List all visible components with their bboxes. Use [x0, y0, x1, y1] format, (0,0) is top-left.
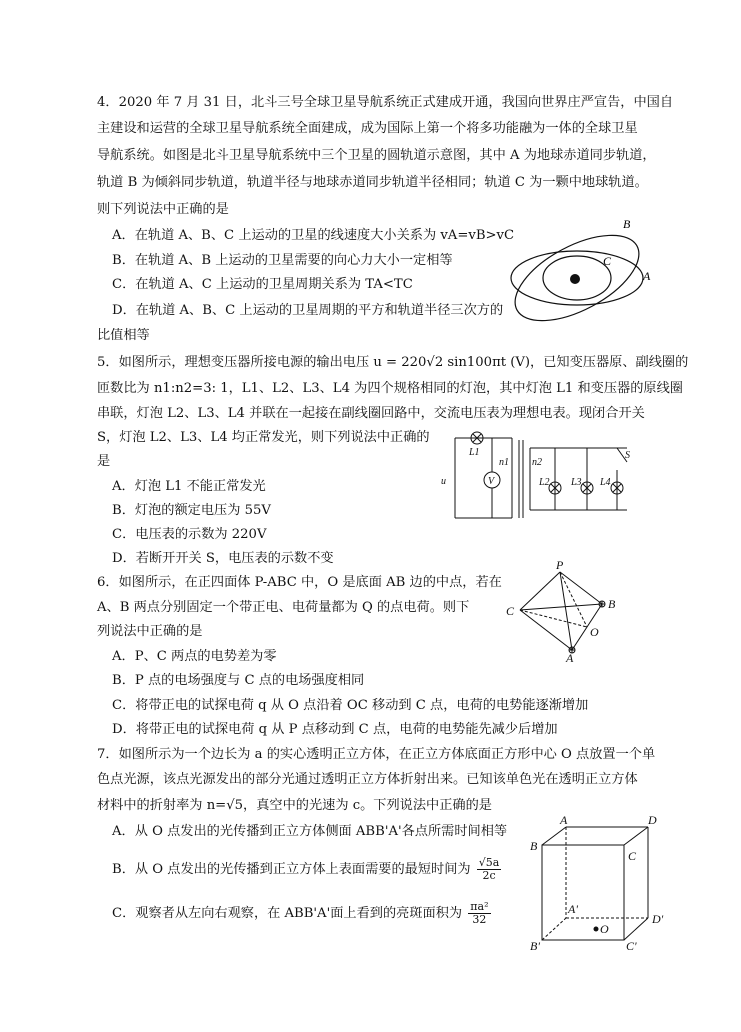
q7-line-3: 材料中的折射率为 n=√5，真空中的光速为 c。下列说法中正确的是 [97, 798, 492, 813]
q6-option-a: A．P、C 两点的电势差为零 [112, 649, 277, 664]
q4-option-c: C．在轨道 A、C 上运动的卫星周期关系为 TA<TC [112, 277, 413, 292]
q5-option-d: D．若断开开关 S，电压表的示数不变 [112, 551, 334, 566]
label-p: P [556, 558, 564, 572]
label-u: u [441, 476, 446, 487]
label-d-prime: D' [652, 912, 664, 926]
label-o: O [590, 625, 599, 639]
q6-option-c: C．将带正电的试探电荷 q 从 O 点沿着 OC 移动到 C 点，电荷的电势能逐渐增加 [112, 698, 589, 713]
q4-line-5: 则下列说法中正确的是 [97, 202, 229, 217]
label-c: C [603, 254, 612, 268]
q7-option-b-text: B．从 O 点发出的光传播到正立方体上表面需要的最短时间为 [112, 862, 471, 877]
orbit-diagram [505, 210, 665, 335]
label-b-prime: B' [530, 939, 540, 953]
q6-line-1: 6．如图所示，在正四面体 P-ABC 中，O 是底面 AB 边的中点，若在 [97, 575, 502, 590]
q5-line-2: 匝数比为 n1:n2=3: 1，L1、L2、L3、L4 为四个规格相同的灯泡，其中灯泡 L1 和变压器的原线圈 [97, 381, 683, 396]
q5-line-1: 5．如图所示，理想变压器所接电源的输出电压 u = 220√2 sin100πt (V)，已知变压器原、副线圈的 [97, 355, 689, 370]
label-v: V [488, 476, 495, 487]
q5-option-a: A．灯泡 L1 不能正常发光 [112, 479, 266, 494]
label-a: A [560, 815, 568, 827]
q6-option-b: B．P 点的电场强度与 C 点的电场强度相同 [112, 673, 365, 688]
label-c: C [506, 604, 515, 618]
label-a-prime: A' [568, 902, 578, 916]
label-l3: L3 [571, 477, 582, 488]
q7-line-1: 7．如图所示为一个边长为 a 的实心透明正立方体，在正立方体底面正方形中心 O 点放置一个单 [97, 747, 656, 762]
q4-line-1: 4．2020 年 7 月 31 日，北斗三号全球卫星导航系统正式建成开通，我国向世界庄严宣告，中国自 [97, 95, 674, 110]
label-a: A [566, 651, 574, 663]
transformer-circuit [437, 430, 637, 525]
q4-option-d: D．在轨道 A、B、C 上运动的卫星周期的平方和轨道半径三次方的 [112, 303, 504, 318]
q5-line-5: 是 [97, 454, 111, 469]
q7-option-b [112, 857, 503, 882]
q5-line-4: S，灯泡 L2、L3、L4 均正常发光，则下列说法中正确的 [97, 430, 430, 445]
cube-diagram [522, 815, 672, 955]
q4-option-a: A．在轨道 A、B、C 上运动的卫星的线速度大小关系为 vA=vB>vC [112, 228, 515, 243]
q5-option-b: B．灯泡的额定电压为 55V [112, 503, 271, 518]
earth-dot [570, 274, 580, 284]
label-s: S [625, 450, 630, 461]
q6-line-2: A、B 两点分别固定一个带正电、电荷量都为 Q 的点电荷。则下 [97, 600, 470, 615]
label-l4: L4 [600, 477, 611, 488]
fraction-c: $\frac{\text{πa²}}{32}$ [470, 900, 489, 926]
q7-line-2: 色点光源，该点光源发出的部分光通过透明正立方体折射出来。已知该单色光在透明正立方体 [97, 772, 638, 787]
label-c: C [628, 849, 637, 863]
q7-option-c [112, 901, 493, 926]
q6-line-3: 列说法中正确的是 [97, 624, 203, 639]
label-n1: n1 [499, 457, 509, 468]
label-b: B [530, 839, 538, 853]
q5-option-c: C．电压表的示数为 220V [112, 527, 267, 542]
label-l2: L2 [539, 477, 550, 488]
label-c-prime: C' [626, 939, 637, 953]
q4-line-2: 主建设和运营的全球卫星导航系统全面建成，成为国际上第一个将多功能融为一体的全球卫星 [97, 121, 638, 136]
fraction-b: $\frac{√5a}{2c}$ [478, 856, 500, 882]
q5-line-3: 串联，灯泡 L2、L3、L4 并联在一起接在副线圈回路中，交流电压表为理想电表。现闭合开关 [97, 406, 645, 421]
label-b: B [623, 217, 631, 231]
label-o: O [600, 922, 609, 936]
point-o [594, 927, 599, 932]
q4-line-4: 轨道 B 为倾斜同步轨道，轨道半径与地球赤道同步轨道半径相同；轨道 C 为一颗中地球轨道。 [97, 175, 648, 190]
q6-option-d: D．将带正电的试探电荷 q 从 P 点移动到 C 点，电荷的电势能先减少后增加 [112, 722, 558, 737]
label-l1: L1 [469, 447, 480, 458]
label-b: B [608, 597, 616, 611]
label-a: A [643, 269, 651, 283]
q4-option-b: B．在轨道 A、B 上运动的卫星需要的向心力大小一定相等 [112, 253, 453, 268]
q7-option-a: A．从 O 点发出的光传播到正立方体侧面 ABB'A'各点所需时间相等 [112, 824, 508, 839]
q4-option-d-cont: 比值相等 [97, 328, 150, 343]
q4-line-3: 导航系统。如图是北斗卫星导航系统中三个卫星的圆轨道示意图，其中 A 为地球赤道同步轨道， [97, 148, 656, 163]
q7-option-c-text: C．观察者从左向右观察，在 ABB'A'面上看到的亮斑面积为 [112, 906, 463, 921]
tetrahedron-diagram [500, 558, 630, 663]
label-n2: n2 [532, 457, 542, 468]
label-d: D [648, 815, 657, 827]
